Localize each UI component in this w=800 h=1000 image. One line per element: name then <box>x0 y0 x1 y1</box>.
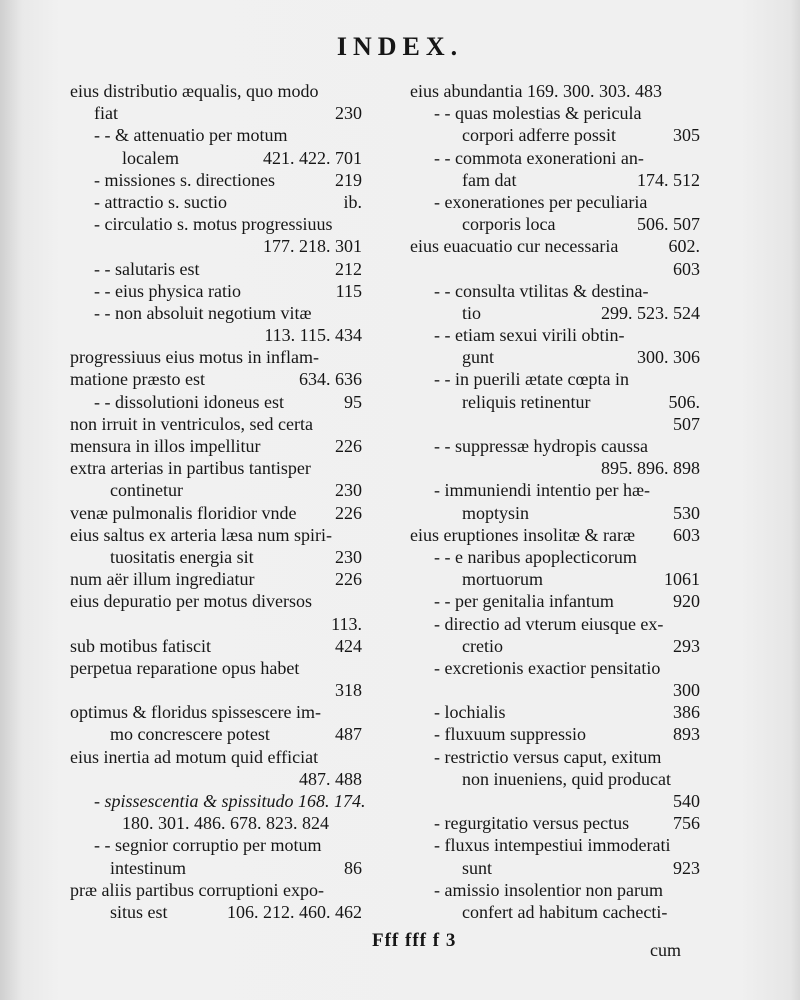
entry-text: - - non absoluit negotium vitæ <box>94 302 312 323</box>
entry-text: fam dat <box>462 169 517 190</box>
index-entry <box>70 879 362 901</box>
index-entry <box>70 124 362 146</box>
entry-text: - restrictio versus caput, exitum <box>434 746 662 767</box>
index-entry <box>410 857 700 879</box>
index-entry <box>70 657 362 679</box>
index-entry <box>70 235 362 257</box>
entry-pages: 1061 <box>664 569 700 590</box>
entry-text: eius depuratio per motus diversos <box>70 591 312 612</box>
index-entry <box>70 413 362 435</box>
entry-pages: 106. 212. 460. 462 <box>227 901 362 922</box>
entry-text: - lochialis <box>434 702 506 723</box>
entry-pages: 603 <box>673 524 700 545</box>
entry-pages: 318 <box>335 680 362 701</box>
entry-text: confert ad habitum cachecti- <box>462 901 668 922</box>
index-entry <box>410 191 700 213</box>
entry-text: sub motibus fatiscit <box>70 635 211 656</box>
index-entry <box>410 235 700 257</box>
entry-text: - directio ad vterum eiusque ex- <box>434 613 664 634</box>
entry-pages: 113. <box>331 613 362 634</box>
index-entry <box>410 280 700 302</box>
entry-text: eius saltus ex arteria læsa num spiri- <box>70 524 332 545</box>
entry-pages: 95 <box>344 391 362 412</box>
index-entry <box>70 723 362 745</box>
index-column-left <box>70 80 366 923</box>
entry-pages: 634. 636 <box>299 369 362 390</box>
index-entry <box>70 258 362 280</box>
catchword: cum <box>650 940 681 960</box>
index-entry <box>410 124 700 146</box>
index-entry <box>410 679 700 701</box>
index-entry <box>410 546 700 568</box>
index-entry <box>410 701 700 723</box>
entry-pages: 305 <box>673 125 700 146</box>
entry-pages: 226 <box>335 569 362 590</box>
entry-text: - circulatio s. motus progressiuus <box>94 214 333 235</box>
index-entry <box>410 746 700 768</box>
index-entry <box>410 368 700 390</box>
entry-text: extra arterias in partibus tantisper <box>70 458 311 479</box>
entry-text: præ aliis partibus corruptioni expo- <box>70 879 324 900</box>
entry-text: - - e naribus apoplecticorum <box>434 546 637 567</box>
index-entry <box>410 80 700 102</box>
index-entry <box>410 324 700 346</box>
entry-pages: 230 <box>335 103 362 124</box>
index-entry <box>70 324 362 346</box>
index-column-right <box>410 80 700 923</box>
entry-text: - fluxuum suppressio <box>434 724 586 745</box>
entry-text: - - dissolutioni idoneus est <box>94 391 284 412</box>
index-entry <box>70 169 362 191</box>
index-entry <box>70 80 362 102</box>
index-entry <box>70 834 362 856</box>
index-entry <box>410 302 700 324</box>
entry-text: mo concrescere potest <box>110 724 270 745</box>
index-entry <box>410 812 700 834</box>
index-entry <box>410 147 700 169</box>
entry-text: - spissescentia & spissitudo 168. 174. <box>94 791 366 811</box>
index-entry <box>70 280 362 302</box>
entry-pages: 923 <box>673 857 700 878</box>
entry-pages: 115 <box>335 280 362 301</box>
entry-text: non irruit in ventriculos, sed certa <box>70 413 313 434</box>
entry-text: - - salutaris est <box>94 258 200 279</box>
entry-pages: ib. <box>343 191 362 212</box>
entry-text: mortuorum <box>462 569 543 590</box>
index-entry <box>70 368 362 390</box>
index-entry <box>410 479 700 501</box>
entry-text: eius euacuatio cur necessaria <box>410 236 619 257</box>
entry-pages: 230 <box>335 480 362 501</box>
index-entry <box>70 613 362 635</box>
index-entry <box>410 657 700 679</box>
entry-pages: 920 <box>673 591 700 612</box>
entry-pages: 895. 896. 898 <box>601 458 700 479</box>
index-entry <box>410 346 700 368</box>
entry-text: sunt <box>462 857 493 878</box>
entry-pages: 226 <box>335 502 362 523</box>
index-entry <box>410 790 700 812</box>
index-entry <box>70 768 362 790</box>
index-entry <box>410 768 700 790</box>
entry-pages: 602. <box>668 236 700 257</box>
entry-text: localem <box>122 147 179 168</box>
entry-text: progressiuus eius motus in inflam- <box>70 347 319 368</box>
index-entry <box>410 391 700 413</box>
entry-pages: 293 <box>673 635 700 656</box>
entry-text: moptysin <box>462 502 530 523</box>
index-entry <box>70 524 362 546</box>
index-entry <box>410 213 700 235</box>
index-entry <box>70 147 362 169</box>
index-entry <box>410 258 700 280</box>
index-entry <box>70 746 362 768</box>
entry-text: intestinum <box>110 857 186 878</box>
entry-pages: 113. 115. 434 <box>264 325 362 346</box>
entry-text: - excretionis exactior pensitatio <box>434 657 661 678</box>
entry-text: - - etiam sexui virili obtin- <box>434 325 625 346</box>
entry-text: - fluxus intempestiui immoderati <box>434 835 671 856</box>
entry-text: continetur <box>110 480 183 501</box>
index-entry <box>70 346 362 368</box>
entry-text: - - commota exonerationi an- <box>434 147 644 168</box>
entry-text: reliquis retinentur <box>462 391 591 412</box>
index-entry <box>410 502 700 524</box>
index-entry <box>70 102 362 124</box>
index-entry <box>70 812 362 834</box>
entry-pages: 756 <box>673 813 700 834</box>
entry-pages: 300 <box>673 680 700 701</box>
entry-text: eius abundantia 169. 300. 303. 483 <box>410 81 662 101</box>
index-entry <box>410 102 700 124</box>
entry-pages: 177. 218. 301 <box>263 236 362 257</box>
entry-pages: 230 <box>335 546 362 567</box>
index-entry <box>410 524 700 546</box>
index-entry <box>410 568 700 590</box>
index-entry <box>70 635 362 657</box>
entry-pages: 219 <box>335 169 362 190</box>
entry-pages: 212 <box>335 258 362 279</box>
entry-pages: 174. 512 <box>637 169 700 190</box>
entry-text: - - quas molestias & pericula <box>434 103 642 124</box>
entry-text: - regurgitatio versus pectus <box>434 813 630 834</box>
entry-pages: 299. 523. 524 <box>601 302 700 323</box>
index-entry <box>410 834 700 856</box>
entry-text: optimus & floridus spissescere im- <box>70 702 321 723</box>
index-entry <box>70 502 362 524</box>
index-entry <box>410 435 700 457</box>
entry-pages: 893 <box>673 724 700 745</box>
entry-text: - missiones s. directiones <box>94 169 275 190</box>
entry-text: - - segnior corruptio per motum <box>94 835 322 856</box>
entry-text: non inueniens, quid producat <box>462 768 671 789</box>
entry-pages: 386 <box>673 702 700 723</box>
entry-text: tio <box>462 302 482 323</box>
index-entry <box>410 635 700 657</box>
entry-text: situs est <box>110 901 168 922</box>
entry-text: eius inertia ad motum quid efficiat <box>70 746 319 767</box>
entry-text: corpori adferre possit <box>462 125 616 146</box>
index-entry <box>70 435 362 457</box>
entry-text: gunt <box>462 347 495 368</box>
entry-pages: 86 <box>344 857 362 878</box>
index-entry <box>410 901 700 923</box>
entry-pages: 487 <box>335 724 362 745</box>
index-entry <box>410 169 700 191</box>
index-entry <box>70 213 362 235</box>
entry-text: - amissio insolentior non parum <box>434 879 663 900</box>
entry-pages: 530 <box>673 502 700 523</box>
index-entry <box>70 857 362 879</box>
index-entry <box>70 546 362 568</box>
entry-text: mensura in illos impellitur <box>70 436 261 456</box>
entry-text: matione præsto est <box>70 369 205 390</box>
entry-text: corporis loca <box>462 214 556 235</box>
entry-text: 180. 301. 486. 678. 823. 824 <box>122 813 329 834</box>
index-entry <box>70 568 362 590</box>
entry-text: - exonerationes per peculiaria <box>434 191 648 212</box>
index-entry <box>70 302 362 324</box>
entry-text: - immuniendi intentio per hæ- <box>434 480 650 501</box>
index-entry <box>70 479 362 501</box>
entry-pages: 424 <box>335 635 362 656</box>
index-entry <box>70 679 362 701</box>
entry-text: eius distributio æqualis, quo modo <box>70 81 319 101</box>
index-entry <box>70 191 362 213</box>
entry-text: - - consulta vtilitas & destina- <box>434 280 649 301</box>
entry-text: venæ pulmonalis floridior vnde <box>70 502 297 523</box>
entry-text: - - & attenuatio per motum <box>94 125 288 146</box>
entry-text: - - in puerili ætate cœpta in <box>434 369 629 390</box>
index-entry <box>410 457 700 479</box>
index-entry <box>70 790 366 812</box>
entry-pages: 421. 422. 701 <box>263 147 362 168</box>
entry-text: - - eius physica ratio <box>94 280 241 301</box>
entry-pages: 603 <box>673 258 700 279</box>
index-entry <box>410 413 700 435</box>
index-entry <box>410 613 700 635</box>
entry-pages: 226 <box>335 436 362 456</box>
page-header: INDEX. <box>336 32 464 61</box>
entry-text: eius eruptiones insolitæ & raræ <box>410 524 635 545</box>
entry-pages: 506. <box>668 391 700 412</box>
index-entry <box>410 723 700 745</box>
index-entry <box>410 879 700 901</box>
index-entry <box>70 701 362 723</box>
entry-pages: 300. 306 <box>637 347 700 368</box>
entry-text: tuositatis energia sit <box>110 546 254 567</box>
entry-text: num aër illum ingrediatur <box>70 569 255 590</box>
entry-text: - - per genitalia infantum <box>434 591 614 612</box>
entry-pages: 487. 488 <box>299 768 362 789</box>
index-entry <box>70 590 362 612</box>
entry-text: perpetua reparatione opus habet <box>70 657 300 678</box>
signature-mark: Fff fff f 3 <box>372 930 457 951</box>
index-entry <box>70 901 362 923</box>
entry-text: cretio <box>462 635 503 656</box>
index-entry <box>70 457 362 479</box>
entry-text: - - suppressæ hydropis caussa <box>434 436 648 456</box>
entry-pages: 506. 507 <box>637 214 700 235</box>
entry-text: fiat <box>94 103 118 124</box>
index-entry <box>70 391 362 413</box>
entry-pages: 507 <box>673 413 700 434</box>
entry-text: - attractio s. suctio <box>94 191 227 212</box>
index-entry <box>410 590 700 612</box>
entry-pages: 540 <box>673 791 700 811</box>
